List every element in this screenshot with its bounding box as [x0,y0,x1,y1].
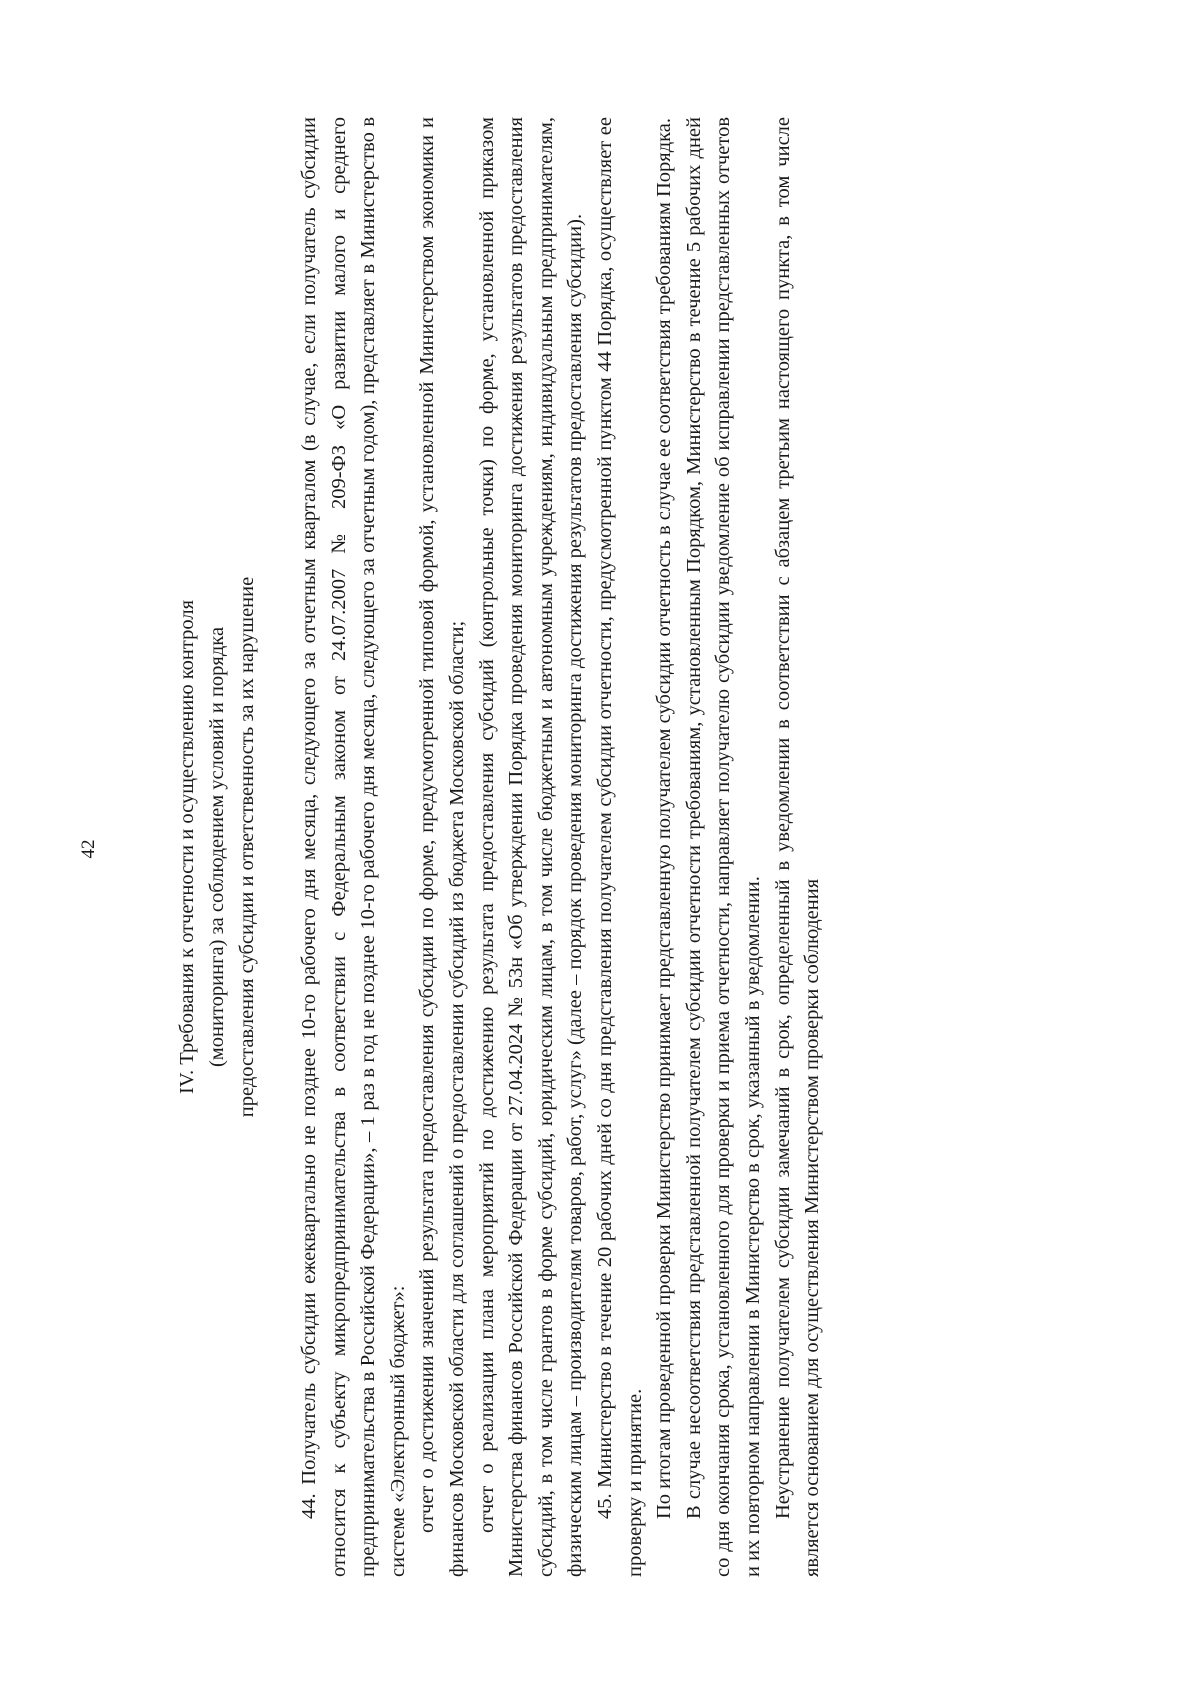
paragraph-44: 44. Получатель субсидии ежеквартально не позднее 10-го рабочего дня месяца, следующего за отчетным кварталом (в случае, если получатель субсидии относится к субъекту микропредпринимательства в соответствии с Федеральным законом от 24.07.2007 № 209-ФЗ «О развитии малого и среднего предпринимательства в Российской Федерации», – 1 раз в год не позднее 10-го рабочего дня месяца, следующего за отчетным годом), представляет в Министерство в системе «Электронный бюджет»: [298,117,409,1577]
document-body [295,117,828,1577]
paragraph-failure-to-correct: Неустранение получателем субсидии замечаний в срок, определенный в уведомлении в соответствии с абзацем третьим настоящего пункта, в том числе является основанием для осуществления Министерством проверки соблюдения [771,117,824,1577]
paragraph-45: 45. Министерство в течение 20 рабочих дней со дня представления получателем субсидии отчетности, предусмотренной пунктом 44 Порядка, осуществляет ее проверку и принятие. [593,117,646,1577]
section-heading [172,117,262,1577]
heading-line: IV. Требования к отчетности и осуществлению контроля [176,599,198,1095]
page-number: 42 [78,839,99,859]
paragraph-noncompliance: В случае несоответствия представленной получателем субсидии отчетности требованиям, установленным Порядком, Министерство в течение 5 рабочих дней со дня окончания срока, установленного для проверки и приема отчетности, направляет получателю субсидии уведомление об исправлении представленных отчетов и их повторном направлении в Министерство в срок, указанный в уведомлении. [682,117,764,1577]
heading-line: (мониторинга) за соблюдением условий и порядка [206,626,228,1068]
paragraph-acceptance: По итогам проведенной проверки Министерство принимает представленную получателем субсидии отчетность в случае ее соответствия требованиям Порядка. [653,118,676,1519]
paragraph-report-results: отчет о достижении значений результата предоставления субсидии по форме, предусмотренной типовой формой, установленной Министерством экономики и финансов Московской области для соглашений о предоставлении субсидий из бюджета Московской области; [416,117,468,1577]
paragraph-report-plan: отчет о реализации плана мероприятий по достижению результата предоставления субсидий (контрольные точки) по форме, установленной приказом Министерства финансов Российской Федерации от 27.04.2024 № 53н «Об утверждении Порядка проведения мониторинга достижения результатов предоставления субсидий, в том числе грантов в форме субсидий, юридическим лицам, в том числе бюджетным и автономным учреждениям, индивидуальным предпринимателям, физическим лицам – производителям товаров, работ, услуг» (далее – порядок проведения мониторинга достижения результатов предоставления субсидии). [475,117,587,1577]
heading-line: предоставления субсидии и ответственность за их нарушение [236,576,258,1118]
